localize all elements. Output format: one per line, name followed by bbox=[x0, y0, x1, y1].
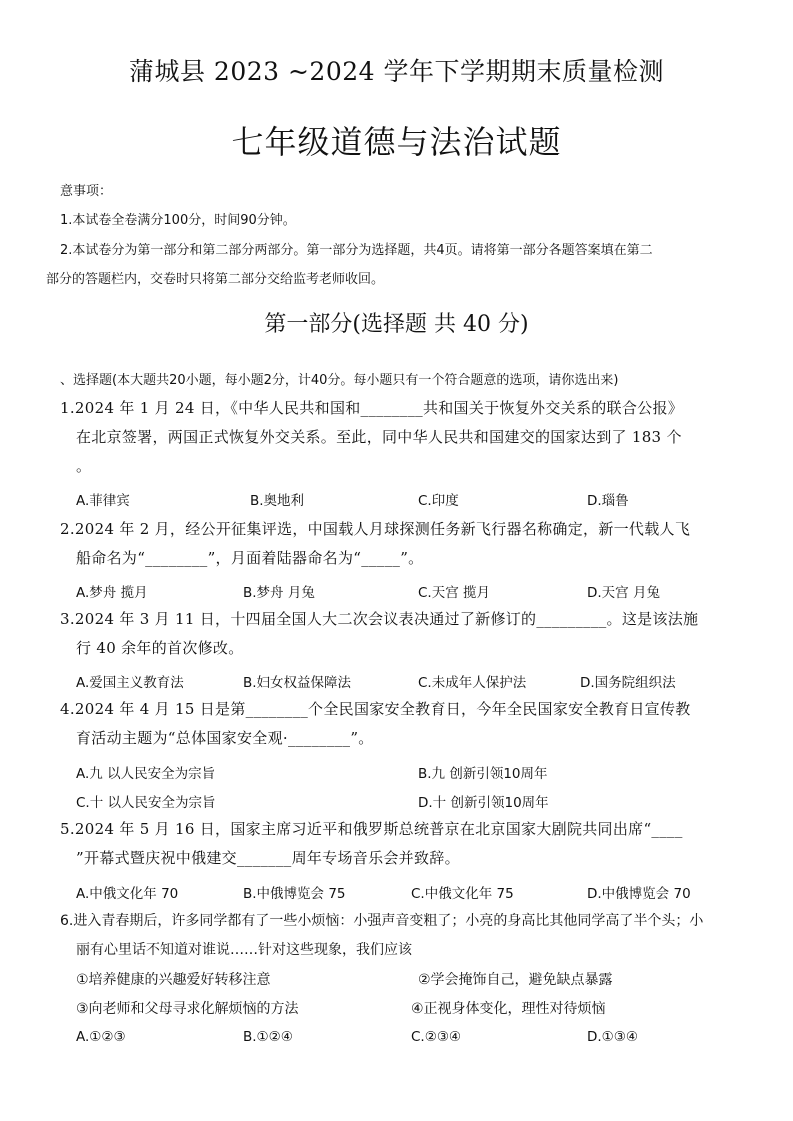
question-4-option-c: C.十 以人民安全为宗旨 bbox=[76, 795, 216, 811]
question-5-line: 5.2024 年 5 月 16 日，国家主席习近平和俄罗斯总统普京在北京国家大剧院共同出席“____ bbox=[60, 820, 683, 838]
question-6-line: 6.进入青春期后，许多同学都有了一些小烦恼：小强声音变粗了；小亮的身高比其他同学高了半个头；小 bbox=[60, 913, 704, 929]
question-3-line: 行 40 余年的首次修改。 bbox=[76, 639, 244, 657]
note-item: 部分的答题栏内，交卷时只将第二部分交给监考老师收回。 bbox=[46, 272, 385, 287]
question-4-line: 4.2024 年 4 月 15 日是第________个全民国家安全教育日，今年全民国家安全教育日宣传教 bbox=[60, 700, 691, 718]
question-4-option-b: B.九 创新引领10周年 bbox=[418, 766, 548, 782]
question-5-option-c: C.中俄文化年 75 bbox=[411, 886, 514, 902]
question-6-line: 丽有心里话不知道对谁说……针对这些现象，我们应该 bbox=[76, 942, 412, 958]
question-2-line: 2.2024 年 2 月，经公开征集评选，中国载人月球探测任务新飞行器名称确定，新一代载人飞 bbox=[60, 520, 691, 538]
section-instruction: 、选择题(本大题共20小题，每小题2分，计40分。每小题只有一个符合题意的选项，请你选出来) bbox=[60, 373, 619, 388]
question-2-option-d: D.天宫 月兔 bbox=[587, 585, 660, 601]
note-item: 2.本试卷分为第一部分和第二部分两部分。第一部分为选择题，共4页。请将第一部分各题答案填在第二 bbox=[60, 243, 653, 258]
question-1-line: 1.2024 年 1 月 24 日，《中华人民共和国和________共和国关于恢复外交关系的联合公报》 bbox=[60, 399, 684, 417]
question-1-line: 。 bbox=[76, 457, 92, 475]
question-4-option-a: A.九 以人民安全为宗旨 bbox=[76, 766, 216, 782]
question-5-option-b: B.中俄博览会 75 bbox=[243, 886, 346, 902]
question-1-option-a: A.菲律宾 bbox=[76, 493, 130, 509]
question-6-statement-2: ②学会掩饰自己，避免缺点暴露 bbox=[418, 972, 613, 988]
question-3-option-d: D.国务院组织法 bbox=[580, 675, 676, 691]
question-3-line: 3.2024 年 3 月 11 日，十四届全国人大二次会议表决通过了新修订的_________。这是该法施 bbox=[60, 610, 699, 628]
question-6-statement-1: ①培养健康的兴趣爱好转移注意 bbox=[76, 972, 271, 988]
question-6-statement-4: ④正视身体变化，理性对待烦恼 bbox=[411, 1001, 606, 1017]
exam-title: 蒲城县 2023 ~2024 学年下学期期末质量检测 bbox=[128, 57, 665, 86]
section-title: 第一部分(选择题 共 40 分) bbox=[264, 312, 529, 337]
question-4-line: 育活动主题为“总体国家安全观·________”。 bbox=[76, 729, 374, 747]
question-6-option-d: D.①③④ bbox=[587, 1029, 638, 1045]
question-4-option-d: D.十 创新引领10周年 bbox=[418, 795, 549, 811]
question-5-line: ”开幕式暨庆祝中俄建交_______周年专场音乐会并致辞。 bbox=[76, 849, 460, 867]
question-2-option-b: B.梦舟 月兔 bbox=[243, 585, 315, 601]
question-6-statement-3: ③向老师和父母寻求化解烦恼的方法 bbox=[76, 1001, 299, 1017]
note-item: 1.本试卷全卷满分100分，时间90分钟。 bbox=[60, 213, 296, 228]
question-3-option-b: B.妇女权益保障法 bbox=[243, 675, 352, 691]
notes-heading: 意事项： bbox=[60, 184, 113, 199]
question-3-option-c: C.未成年人保护法 bbox=[418, 675, 527, 691]
question-6-option-c: C.②③④ bbox=[411, 1029, 462, 1045]
question-2-option-a: A.梦舟 揽月 bbox=[76, 585, 148, 601]
question-1-option-d: D.瑙鲁 bbox=[587, 493, 629, 509]
question-6-option-a: A.①②③ bbox=[76, 1029, 126, 1045]
question-1-option-c: C.印度 bbox=[418, 493, 459, 509]
question-2-line: 船命名为“________”，月面着陆器命名为“_____”。 bbox=[76, 549, 424, 567]
question-1-line: 在北京签署，两国正式恢复外交关系。至此，同中华人民共和国建交的国家达到了 183 个 bbox=[76, 428, 682, 446]
exam-subtitle: 七年级道德与法治试题 bbox=[231, 123, 562, 161]
question-6-option-b: B.①②④ bbox=[243, 1029, 293, 1045]
question-5-option-a: A.中俄文化年 70 bbox=[76, 886, 179, 902]
question-2-option-c: C.天宫 揽月 bbox=[418, 585, 491, 601]
question-5-option-d: D.中俄博览会 70 bbox=[587, 886, 691, 902]
question-1-option-b: B.奥地利 bbox=[250, 493, 305, 509]
question-3-option-a: A.爱国主义教育法 bbox=[76, 675, 184, 691]
